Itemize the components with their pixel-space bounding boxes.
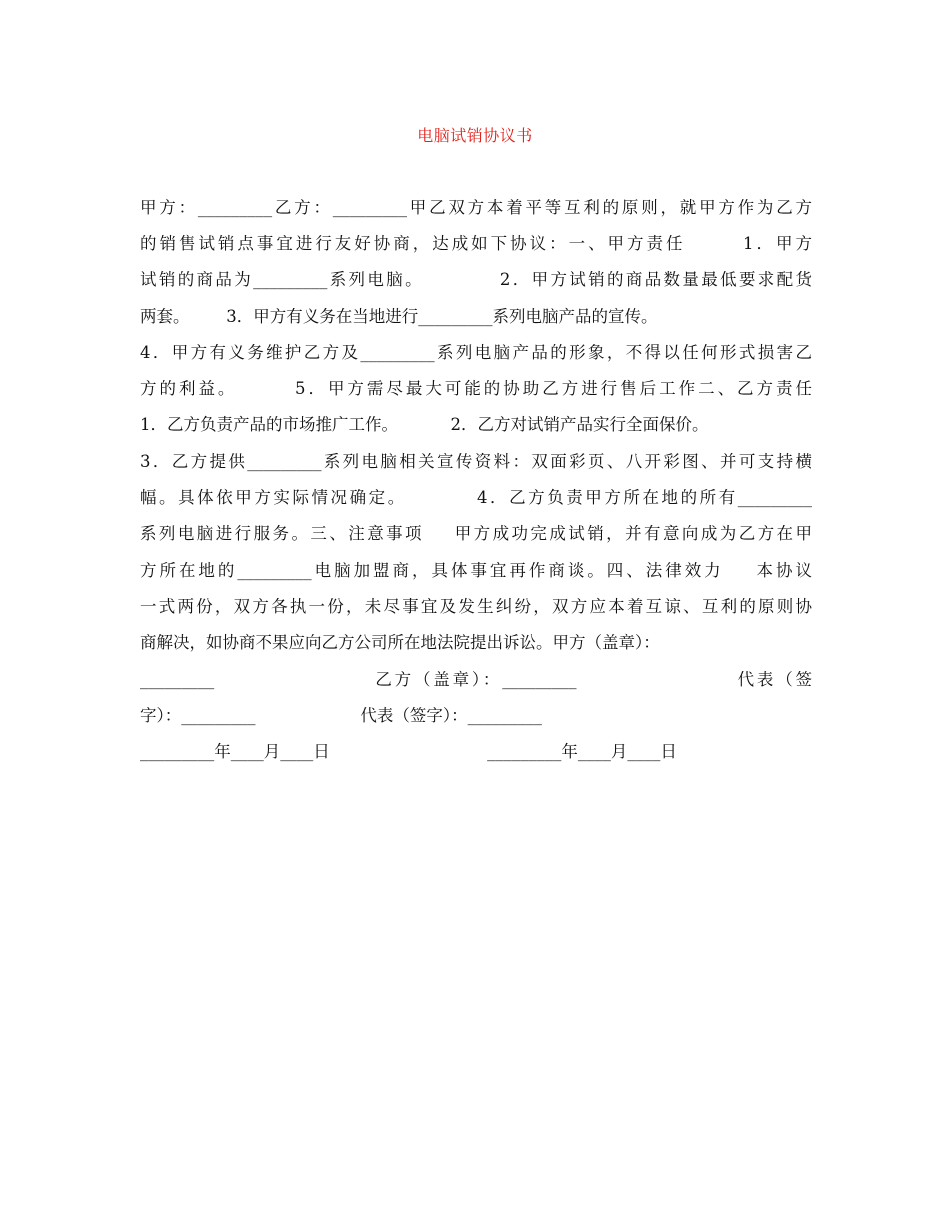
body-line-4: 两套。 3．甲方有义务在当地进行_________系列电脑产品的宣传。 <box>140 307 658 326</box>
body-line-9: 幅。具体依甲方实际情况确定。 4．乙方负责甲方所在地的所有_________ <box>140 488 812 507</box>
body-line-2: 的销售试销点事宜进行友好协商，达成如下协议：一、甲方责任 1．甲方 <box>140 234 812 253</box>
signature-line-1: _________ 乙方（盖章）：_________ 代表（签 <box>140 670 812 689</box>
body-line-8: 3．乙方提供_________系列电脑相关宣传资料：双面彩页、八开彩图、并可支持横 <box>140 452 812 471</box>
body-line-3: 试销的商品为_________系列电脑。 2．甲方试销的商品数量最低要求配货 <box>140 270 812 289</box>
signature-line-2: 字）：_________ 代表（签字）：_________ <box>140 706 542 725</box>
body-line-11: 方所在地的_________电脑加盟商，具体事宜再作商谈。四、法律效力 本协议 <box>140 561 812 580</box>
date-line: _________年____月____日 _________年____月____日 <box>140 742 677 761</box>
body-line-13: 商解决，如协商不果应向乙方公司所在地法院提出诉讼。甲方（盖章）： <box>140 633 660 652</box>
body-line-12: 一式两份，双方各执一份，未尽事宜及发生纠纷，双方应本着互谅、互利的原则协 <box>140 597 812 616</box>
body-line-1: 甲方：_________乙方：_________甲乙双方本着平等互利的原则，就甲方作为乙方 <box>140 198 812 217</box>
page-title: 电脑试销协议书 <box>417 126 533 145</box>
body-line-6: 方的利益。 5．甲方需尽最大可能的协助乙方进行售后工作二、乙方责任 <box>140 379 812 398</box>
body-line-5: 4．甲方有义务维护乙方及_________系列电脑产品的形象，不得以任何形式损害乙 <box>140 343 812 362</box>
body-line-7: 1．乙方负责产品的市场推广工作。 2．乙方对试销产品实行全面保价。 <box>140 415 709 434</box>
body-line-10: 系列电脑进行服务。三、注意事项 甲方成功完成试销，并有意向成为乙方在甲 <box>140 524 812 543</box>
